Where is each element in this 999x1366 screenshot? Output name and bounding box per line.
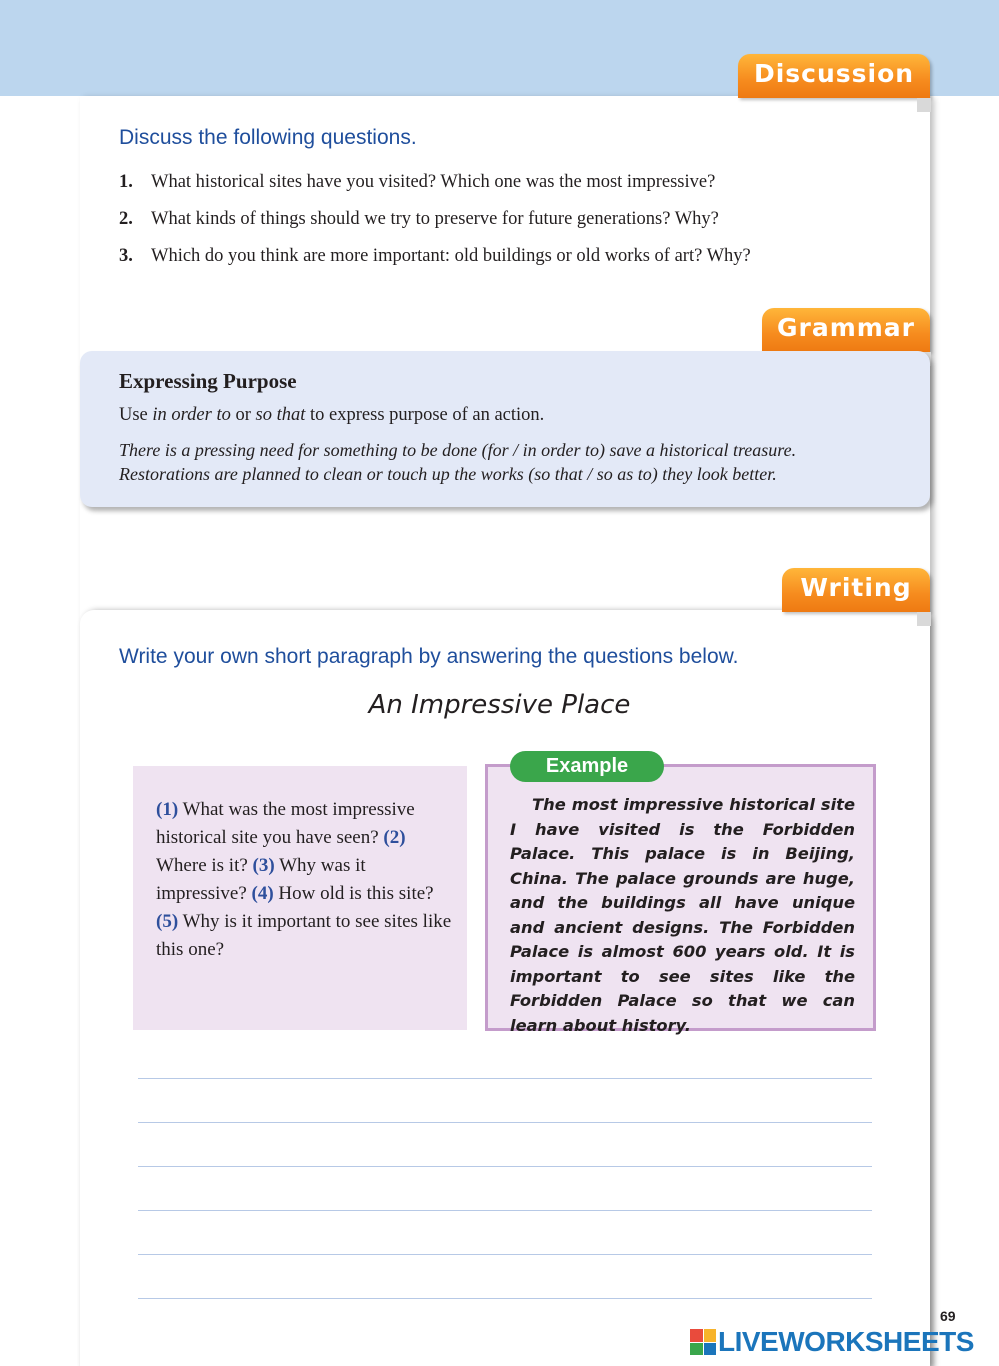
discussion-heading: Discuss the following questions. <box>119 126 417 149</box>
prompt-number: (3) <box>252 855 275 876</box>
grammar-box <box>80 351 930 507</box>
prompt-question: What was the most impressive historical site you have seen? <box>156 799 415 848</box>
question-text: What kinds of things should we try to preserve for future generations? Why? <box>151 209 719 229</box>
writing-line[interactable] <box>138 1166 872 1167</box>
brand-logo <box>690 1326 974 1358</box>
writing-line[interactable] <box>138 1210 872 1211</box>
writing-line[interactable] <box>138 1298 872 1299</box>
writing-line[interactable] <box>138 1078 872 1079</box>
question-text: What historical sites have you visited? Which one was the most impressive? <box>151 172 716 192</box>
prompt-question: Where is it? <box>156 855 253 876</box>
writing-line[interactable] <box>138 1254 872 1255</box>
grammar-tab: Grammar <box>762 308 930 352</box>
prompt-number: (4) <box>251 883 274 904</box>
brand-name: LIVEWORKSHEETS <box>718 1326 974 1357</box>
writing-instruction: Write your own short paragraph by answering the questions below. <box>119 645 739 668</box>
example-box <box>485 764 876 1035</box>
rule-term: in order to <box>152 405 231 425</box>
example-label: Example <box>510 751 664 782</box>
question-text: Which do you think are more important: old buildings or old works of art? Why? <box>151 246 751 266</box>
prompt-number: (2) <box>383 827 406 848</box>
discussion-question-list <box>119 164 899 275</box>
prompt-number: (5) <box>156 911 179 932</box>
prompt-question: Why is it important to see sites like this one? <box>156 911 452 960</box>
rule-text: Use <box>119 405 153 425</box>
example-text: The most impressive historical site I have visited is the Forbidden Palace. This palace is in Beijing, China. The palace grounds are huge, and the buildings all have unique and ancient designs. The Forbidden Palace is almost 600 years old. It is important to see sites like the Forbidden Palace so that we can learn about history. <box>510 795 855 1035</box>
question-number: 1. <box>119 172 133 192</box>
writing-tab: Writing <box>782 568 930 612</box>
prompt-question: Why was it impressive? <box>156 855 366 904</box>
question-number: 2. <box>119 209 133 229</box>
rule-text: to express purpose of an action. <box>305 405 545 425</box>
page-number: 69 <box>940 1308 956 1324</box>
writing-line[interactable] <box>138 1122 872 1123</box>
discussion-tab: Discussion <box>738 54 930 98</box>
liveworksheets-icon <box>690 1329 716 1355</box>
discussion-question <box>119 238 899 275</box>
rule-text: or <box>230 405 256 425</box>
rule-term: so that <box>255 405 306 425</box>
prompt-question: How old is this site? <box>273 883 434 904</box>
prompt-box <box>133 766 467 1030</box>
discussion-question <box>119 201 899 238</box>
grammar-example-1: There is a pressing need for something to be done (for / in order to) save a historical treasure. <box>119 440 797 460</box>
question-number: 3. <box>119 246 133 266</box>
prompt-number: (1) <box>156 799 179 820</box>
grammar-example-2: Restorations are planned to clean or touch up the works (so that / so as to) they look better. <box>119 464 777 484</box>
prompt-text <box>156 796 456 964</box>
discussion-question <box>119 164 899 201</box>
grammar-title: Expressing Purpose <box>119 369 297 393</box>
grammar-rule <box>119 405 544 426</box>
writing-title: An Impressive Place <box>368 690 631 720</box>
